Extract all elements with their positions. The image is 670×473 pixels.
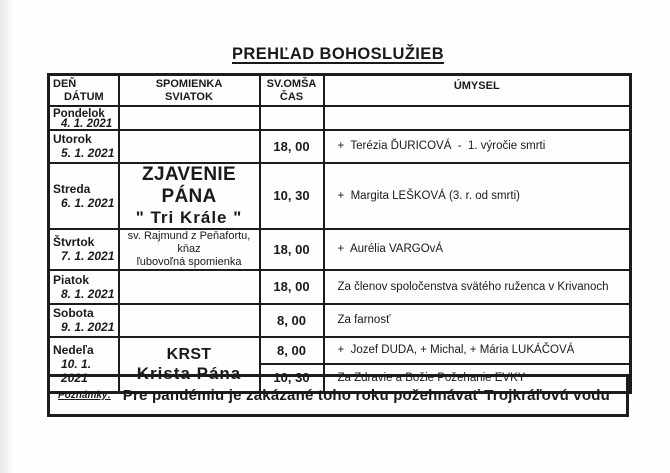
header-day-date xyxy=(49,75,119,106)
mass-schedule-table xyxy=(47,73,632,394)
table-row-sunday xyxy=(49,337,631,364)
day-name: Štvrtok xyxy=(53,235,95,249)
page-title: PREHĽAD BOHOSLUŽIEB xyxy=(231,45,445,63)
mass-time-cell: 8, 00 xyxy=(260,337,324,364)
day-date-cell xyxy=(49,229,119,270)
header-feast xyxy=(119,75,260,106)
header-date-line: DÁTUM xyxy=(64,91,104,103)
feast-cell xyxy=(119,106,260,130)
day-date: 6. 1. 2021 xyxy=(61,195,115,210)
day-date: 8. 1. 2021 xyxy=(61,286,115,301)
intention-cell: + Margita LEŠKOVÁ (3. r. od smrti) xyxy=(324,163,631,229)
header-mass-time xyxy=(260,75,324,106)
header-feast-line2: SVIATOK xyxy=(165,91,213,103)
mass-time-cell xyxy=(260,106,324,130)
mass-time-cell: 18, 00 xyxy=(260,229,324,270)
mass-time-cell: 18, 00 xyxy=(260,130,324,163)
feast-line1: KRST xyxy=(166,345,212,363)
header-mass-line1: SV.OMŠA xyxy=(266,78,317,90)
feast-cell xyxy=(119,270,260,304)
day-date: 10. 1. 2021 xyxy=(61,357,92,386)
table-row-saturday xyxy=(49,304,631,337)
intention-cell: Za farnosť xyxy=(324,304,631,337)
day-name: Utorok xyxy=(53,132,92,146)
header-mass-line2: ČAS xyxy=(279,91,304,103)
day-name: Piatok xyxy=(53,272,90,287)
day-name: Pondelok xyxy=(53,107,105,120)
table-row-tuesday xyxy=(49,130,631,163)
notes-box xyxy=(47,374,629,417)
day-date-cell xyxy=(49,270,119,304)
day-date-cell xyxy=(49,304,119,337)
day-date-cell xyxy=(49,130,119,163)
feast-cell xyxy=(119,229,260,270)
day-name: Sobota xyxy=(53,306,94,320)
notes-label: Poznámky: xyxy=(58,390,111,401)
table-row-wednesday xyxy=(49,163,631,229)
feast-cell xyxy=(119,130,260,163)
feast-cell xyxy=(119,163,260,229)
mass-time-cell: 10, 30 xyxy=(260,163,324,229)
intention-cell: Za Zdravie a Božie Požehanie EVKY xyxy=(324,364,631,393)
feast-line2: Krista Pána xyxy=(136,363,242,383)
header-day-line: DEŇ xyxy=(53,78,77,90)
day-date-cell xyxy=(49,163,119,229)
header-feast-line1: SPOMIENKA xyxy=(155,78,223,90)
feast-line2: " Tri Krále " xyxy=(135,207,243,227)
table-row-thursday xyxy=(49,229,631,270)
table-row-friday xyxy=(49,270,631,304)
mass-time-cell: 10, 30 xyxy=(260,364,324,393)
day-name: Streda xyxy=(53,181,91,196)
day-name: Nedeľa xyxy=(53,343,94,358)
day-date-cell xyxy=(49,106,119,130)
mass-time-cell: 18, 00 xyxy=(260,270,324,304)
intention-cell: + Jozef DUDA, + Michal, + Mária LUKÁČOVÁ xyxy=(324,337,631,364)
day-date: 9. 1. 2021 xyxy=(61,320,115,334)
intention-cell: + Terézia ĎURICOVÁ - 1. výročie smrti xyxy=(324,130,631,163)
table-row-monday xyxy=(49,106,631,130)
intention-cell: Za členov spoločenstva svätého ruženca v Krivanoch xyxy=(324,270,631,304)
notes-text: Pre pandémiu je zakázané toho roku požehnávať Trojkráľovú vodu xyxy=(122,387,610,404)
day-date: 4. 1. 2021 xyxy=(61,117,113,130)
intention-cell: + Aurélia VARGOvÁ xyxy=(324,229,631,270)
feast-cell xyxy=(119,304,260,337)
intention-cell xyxy=(324,106,631,130)
table-header-row xyxy=(49,75,631,106)
day-date: 7. 1. 2021 xyxy=(61,249,115,263)
day-date: 5. 1. 2021 xyxy=(61,146,115,160)
feast-line1: ZJAVENIE PÁNA xyxy=(142,163,236,207)
feast-line2: ľubovoľná spomienka xyxy=(136,255,242,268)
mass-time-cell: 8, 00 xyxy=(260,304,324,337)
header-intention: ÚMYSEL xyxy=(324,75,631,106)
feast-line1: sv. Rajmund z Peňafortu, kňaz xyxy=(127,229,251,255)
